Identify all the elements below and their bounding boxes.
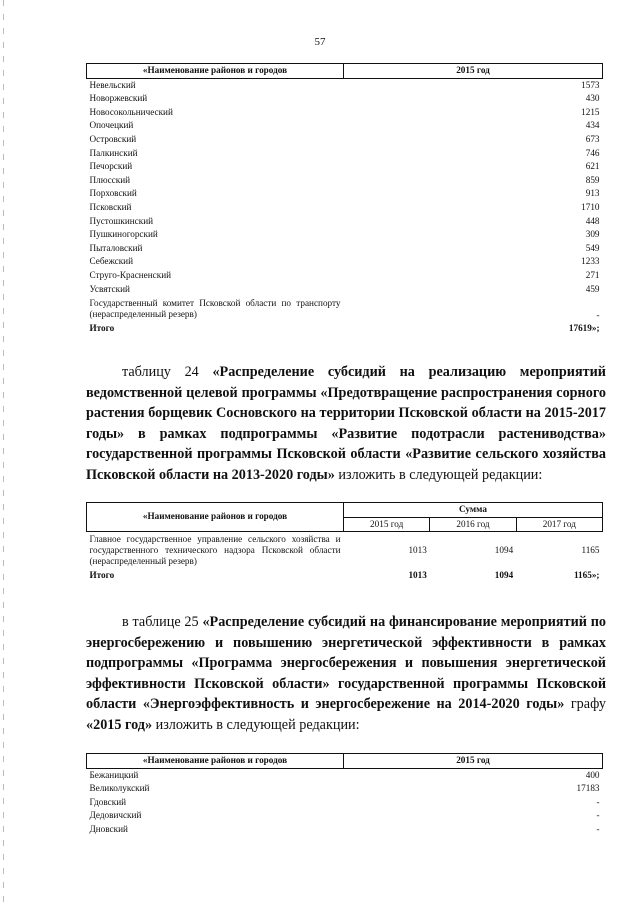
row-value: 271 [585,269,600,280]
row-value: 430 [585,93,600,104]
table-row [87,228,603,242]
page-number: 57 [314,36,326,48]
row-name: Главное государственное управление сельского хозяйства и государственного технического надзора Псковской области (нераспределенный резерв) [89,534,341,567]
table-row [87,809,603,823]
table-row [87,133,603,147]
paragraph-title: «Распределение субсидий на реализацию мероприятий ведомственной целевой программы «Предотвращение распространения сорного растения борщевик Сосновского на территории Псковской области на 2015-2017 годы» в рамках подпрограммы «Развитие подотрасли растениводства» государственной программы Псковской области «Развитие сельского хозяйства Псковской области на 2013-2020 годы» [86,364,606,483]
row-value: 913 [585,188,600,199]
total-row [87,322,603,336]
table-row [87,269,603,283]
row-value: 400 [585,769,600,780]
row-name: Гдовский [89,796,127,807]
table-row [87,796,603,810]
row-value: - [596,823,600,834]
table-header-row [87,64,603,79]
row-value: 17183 [576,783,600,794]
total-label: Итого [89,323,115,334]
row-name: Бежаницкий [89,769,139,780]
table-row [87,106,603,120]
row-name: Невельский [89,79,136,90]
total-value: 17619»; [568,323,600,334]
table-row [87,119,603,133]
table-row [87,160,603,174]
paragraph-title: «Распределение субсидий на финансирование мероприятий по энергосбережению и повышению энергетической эффективности в рамках подпрограммы «Программа энергосбережения и повышения энергетической эффективности Псковской области» государственной программы Псковской области «Энергоэффективность и энергосбережение на 2014-2020 годы» [86,614,607,713]
total-value-2017: 1165»; [573,570,600,581]
column-header-2015: 2015 год [344,517,430,532]
row-name: Усвятский [89,283,130,294]
row-value-2016: 1094 [494,544,514,555]
row-value: - [596,810,600,821]
total-value-2015: 1013 [408,570,427,581]
table-body [87,78,603,336]
subsidy-table-2 [86,502,603,583]
table-row [87,187,603,201]
row-value: 448 [585,215,600,226]
paragraph-mid: графу [564,696,606,713]
row-name: Плюсский [89,174,131,185]
row-value-2015: 1013 [408,544,427,555]
row-name: Пустошкинский [89,215,154,226]
table-row [87,242,603,256]
subsidy-table-3 [86,753,603,837]
row-value: 859 [585,174,600,185]
row-name: Порховский [89,188,137,199]
table-row [87,296,603,322]
row-value: 309 [585,229,600,240]
row-value: 621 [585,161,600,172]
total-label: Итого [89,570,115,581]
table-row [87,283,603,297]
row-value: 1710 [581,201,600,212]
row-name: Опочецкий [89,120,134,131]
paragraph-tail: изложить в следующей редакции: [152,716,360,733]
row-name: Островский [89,133,137,144]
row-name: Струго-Красненский [89,269,172,280]
row-value: 1233 [581,256,600,267]
column-header-name: «Наименование районов и городов [87,754,344,769]
column-header-2016: 2016 год [430,517,516,532]
table-body [87,768,603,836]
row-name: Дедовичский [89,810,142,821]
column-header-name: «Наименование районов и городов [87,503,344,532]
table-header-row [87,503,603,518]
table-row [87,532,603,570]
paragraph-table-24 [86,362,606,486]
row-name: Дновский [89,823,128,834]
column-header-year: 2015 год [344,64,603,79]
column-header-sum: Сумма [344,503,603,518]
row-value: 434 [585,120,600,131]
table-row [87,201,603,215]
paragraph-tail: изложить в следующей редакции: [334,466,543,483]
row-value: - [596,796,600,807]
table-row [87,174,603,188]
column-header-2017: 2017 год [516,517,602,532]
row-name: Новосокольнический [89,106,173,117]
row-name: Государственный комитет Псковской области по транспорту (нераспределенный резерв) [89,298,341,320]
table-row [87,78,603,92]
row-name: Себежский [89,256,134,267]
table-row [87,823,603,837]
row-value: 673 [585,133,600,144]
row-name: Палкинский [89,147,138,158]
paragraph-lead: в таблице 25 [122,614,203,630]
row-value: 746 [585,147,600,158]
row-value: 549 [585,242,600,253]
table-row [87,782,603,796]
row-value: 1573 [581,79,600,90]
column-header-name: «Наименование районов и городов [87,64,344,79]
total-row [87,569,603,583]
column-header-year: 2015 год [344,754,603,769]
row-name: Печорский [89,161,133,172]
paragraph-lead: таблицу 24 [122,364,213,380]
table-header-row [87,754,603,769]
row-name: Псковский [89,201,132,212]
paragraph-table-25 [86,612,606,736]
row-name: Пыталовский [89,242,143,253]
total-value-2016: 1094 [494,570,514,581]
subsidy-table-1 [86,63,603,336]
row-name: Пушкиногорский [89,229,158,240]
table-row [87,768,603,782]
scan-edge [3,0,4,905]
row-name: Великолукский [89,783,150,794]
row-value: 1215 [581,106,600,117]
table-row [87,255,603,269]
table-row [87,215,603,229]
row-name: Новоржевский [89,93,148,104]
paragraph-column-name: «2015 год» [86,716,153,733]
row-value: 459 [585,283,600,294]
table-row [87,92,603,106]
row-value: - [596,309,600,320]
row-value-2017: 1165 [581,544,600,555]
table-row [87,147,603,161]
